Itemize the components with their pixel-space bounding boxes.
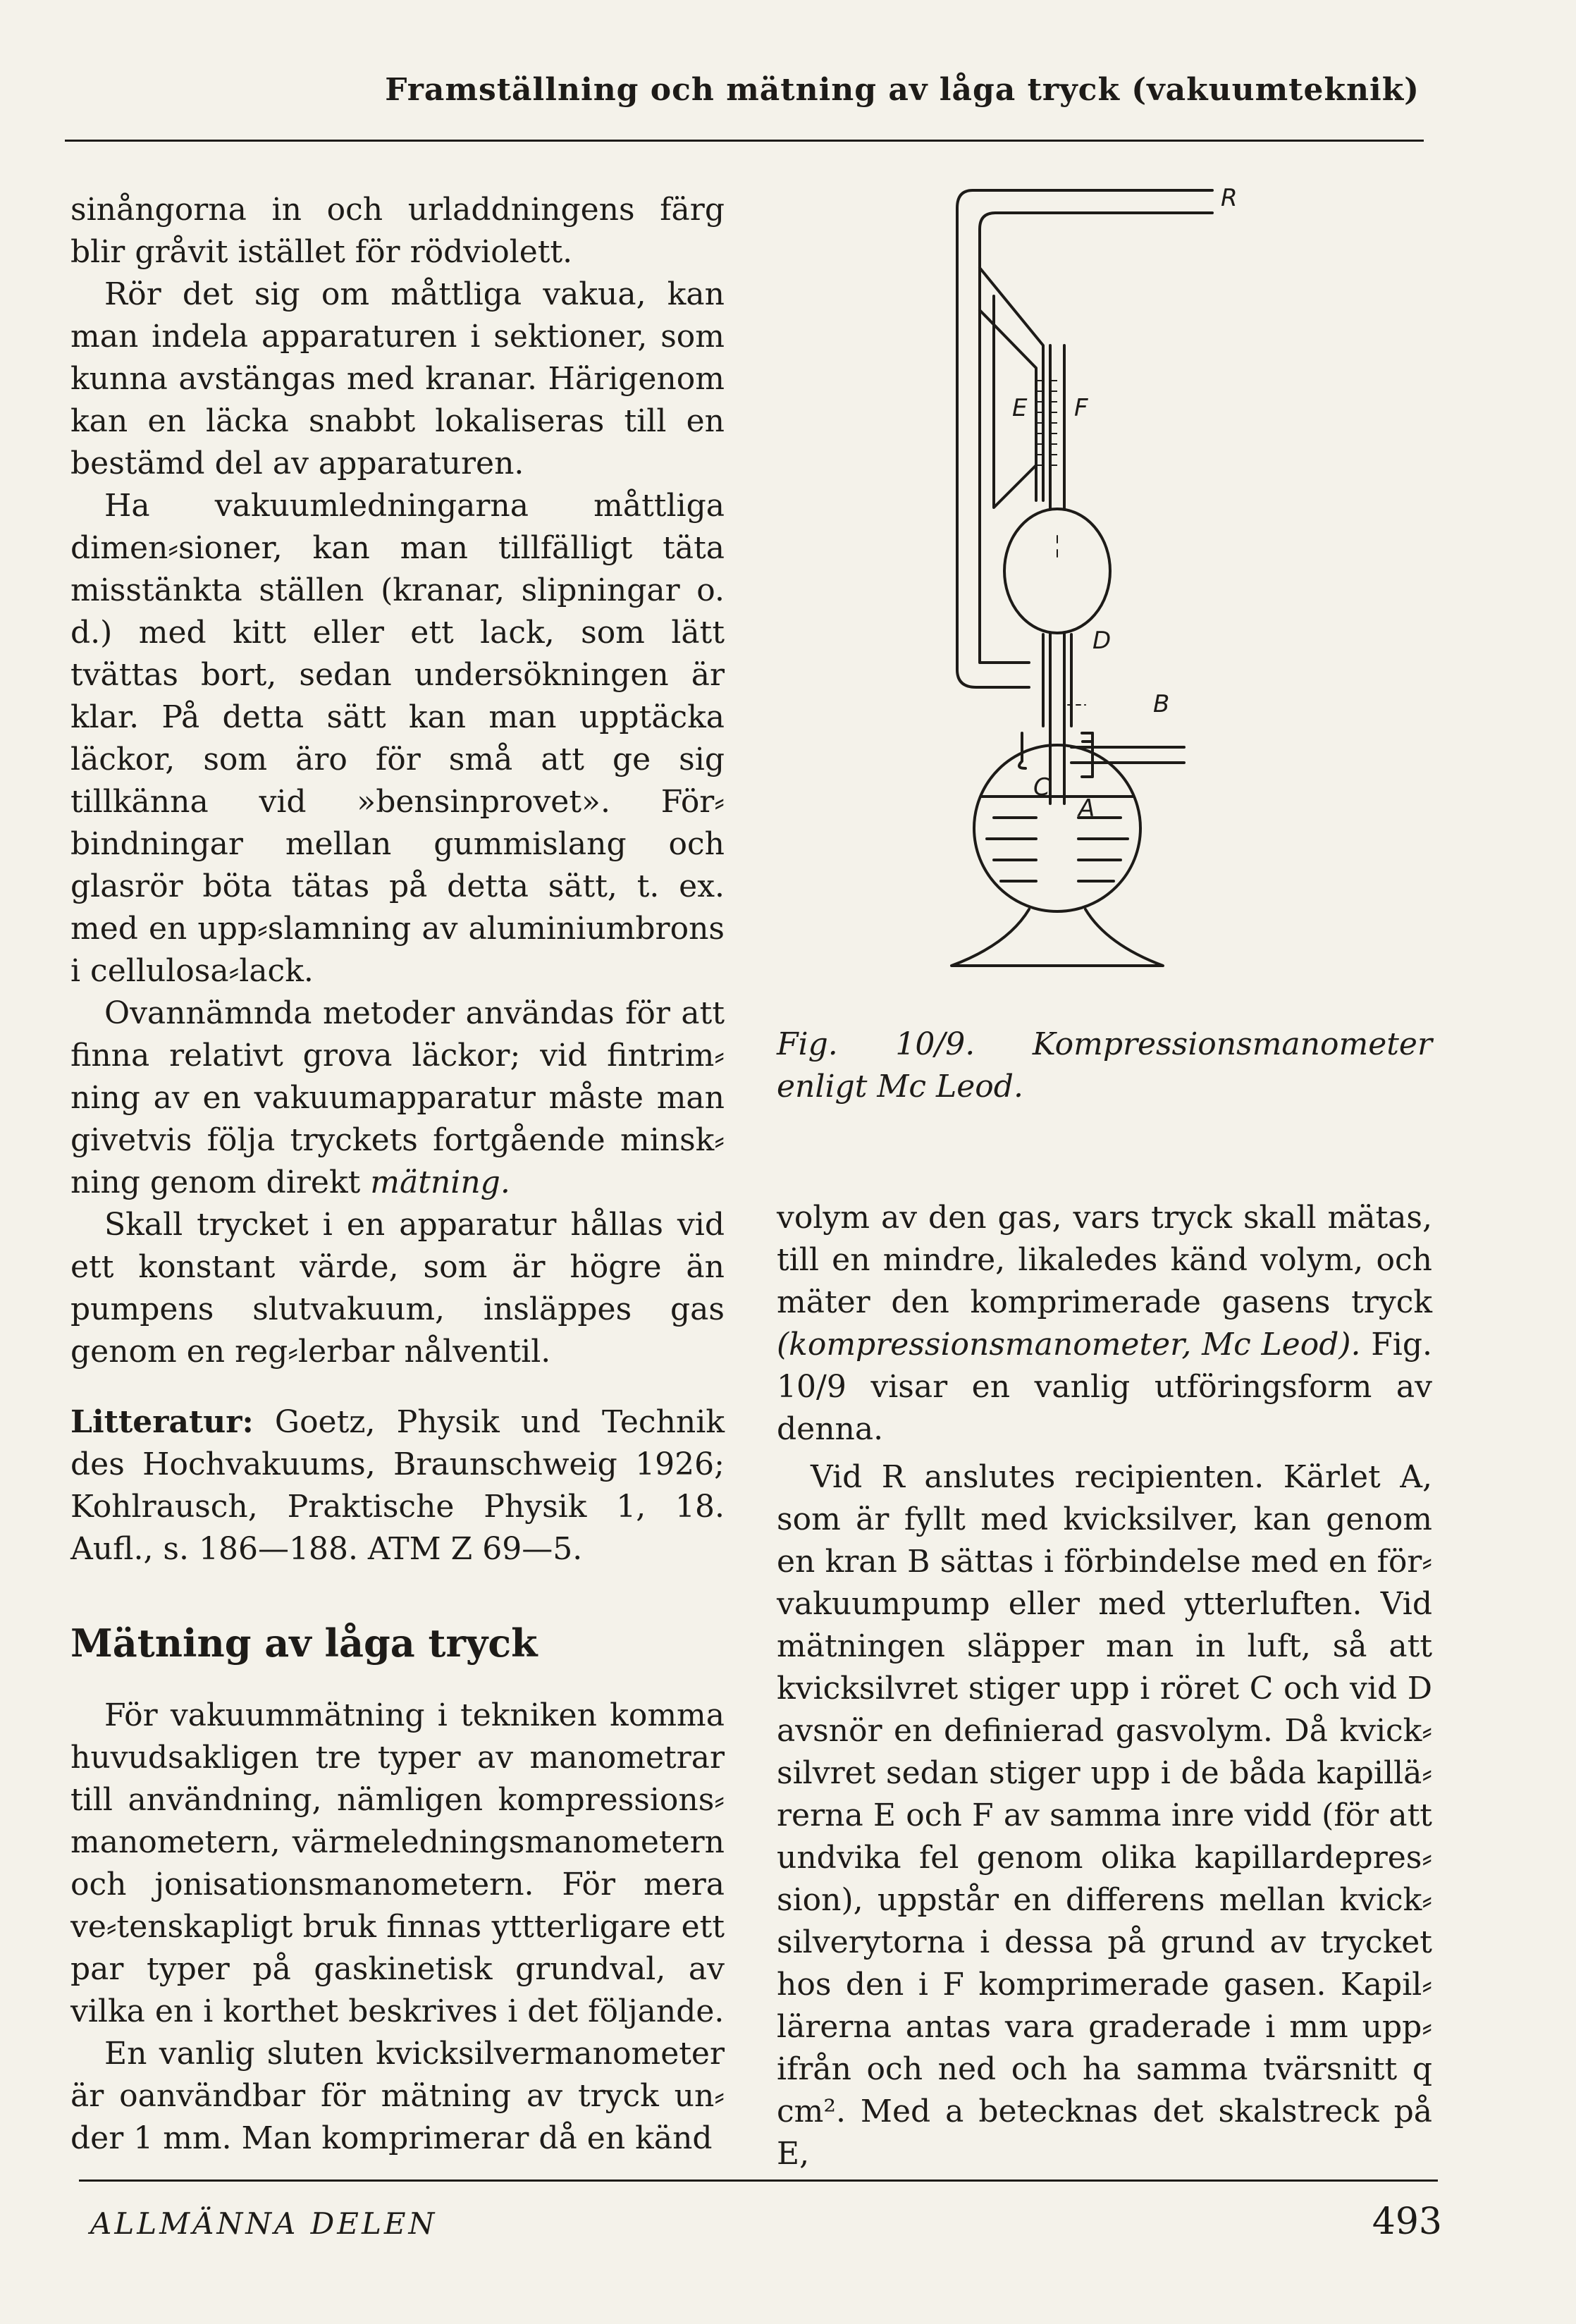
label-d: D — [1092, 627, 1112, 655]
literature-text: Goetz, Physik und Technik des Hochvakuums, Braunschweig 1926; Kohlrausch, Praktische Physik 1, 18. Aufl., s. 186—188. ATM Z 69—5. — [70, 1404, 725, 1567]
literature-label: Litteratur: — [70, 1404, 254, 1440]
paragraph-text: Ovannämnda metoder användas för att finna relativt grova läckor; vid fintrim⸗ning av en vakuumapparatur måste man givetvis följa tryckets fortgående minsk⸗ning genom direkt — [70, 995, 725, 1200]
paragraph — [70, 992, 725, 1204]
emphasis-text: mätning. — [370, 1164, 510, 1200]
figure-caption: Fig. 10/9. Kompressionsmanometer enligt Mc Leod. — [777, 1026, 1432, 1105]
running-title: Framställning och mätning av låga tryck (vakuumteknik) — [385, 72, 1420, 108]
paragraph: Skall trycket i en apparatur hållas vid ett konstant värde, som är högre än pumpens slutvakuum, insläppes gas genom en reg⸗lerbar nålventil. — [70, 1207, 725, 1370]
paragraph: För vakuummätning i tekniken komma huvudsakligen tre typer av manometrar till användning, nämligen kompressions⸗manometern, värmeledningsmanometern och jonisationsmanometern. För mera ve⸗tenskapligt bruk finnas yttterligare ett par typer på gaskinetisk grundval, av vilka en i korthet beskrives i det följande. — [70, 1697, 725, 2029]
label-f: F — [1074, 394, 1088, 422]
paragraph: sinångorna in och urladdningens färg blir gråvit istället för rödviolett. — [70, 192, 725, 270]
page-number: 493 — [1372, 2201, 1442, 2243]
label-a: A — [1078, 794, 1095, 823]
section-heading: Mätning av låga tryck — [70, 1621, 538, 1666]
emphasis-text: (kompressionsmanometer, Mc Leod). — [777, 1327, 1361, 1363]
paragraph-text: volym av den gas, vars tryck skall mätas, till en mindre, likaledes känd volym, och mäter den komprimerade gasens tryck — [777, 1200, 1432, 1320]
footer-rule — [79, 2179, 1438, 2182]
paragraph: En vanlig sluten kvicksilvermanometer är oanvändbar för mätning av tryck un⸗der 1 mm. Man komprimerar då en känd — [70, 2036, 725, 2156]
label-c: C — [1033, 773, 1050, 801]
label-r: R — [1221, 184, 1238, 212]
paragraph: Vid R anslutes recipienten. Kärlet A, som är fyllt med kvicksilver, kan genom en kran B sättas i förbindelse med en för⸗vakuumpump eller med ytterluften. Vid mätningen släpper man in luft, så att kvicksilvret stiger upp i röret C och vid D avsnör en definierad gasvolym. Då kvick⸗silvret sedan stiger upp i de båda kapillä⸗rerna E och F av samma inre vidd (för att undvika fel genom olika kapillardepres⸗sion), uppstår en differens mellan kvick⸗silverytorna i dessa på grund av trycket hos den i F komprimerade gasen. Kapil⸗lärerna antas vara graderade i mm upp⸗ifrån och ned och ha samma tvärsnitt q cm². Med a betecknas det skalstreck på E, — [777, 1459, 1432, 2172]
paragraph — [777, 1197, 1432, 1451]
label-b: B — [1153, 690, 1170, 718]
literature-reference — [70, 1401, 725, 1570]
paragraph: Ha vakuumledningarna måttliga dimen⸗sioner, kan man tillfälligt täta misstänkta ställen (kranar, slipningar o. d.) med kitt eller ett lack, som lätt tvättas bort, sedan undersökningen är klar. På detta sätt kan man upptäcka läckor, som äro för små att ge sig tillkänna vid »bensinprovet». För⸗bindningar mellan gummislang och glasrör böta tätas på detta sätt, t. ex. med en upp⸗slamning av aluminiumbrons i cellulosa⸗lack. — [70, 488, 725, 989]
paragraph-text: Fig. 10/9 visar en vanlig utföringsform av denna. — [777, 1327, 1433, 1447]
header-rule — [65, 140, 1424, 142]
left-column — [70, 189, 725, 2160]
mcleod-manometer-diagram — [916, 169, 1353, 1001]
label-e: E — [1012, 394, 1028, 422]
right-column — [777, 1197, 1432, 2175]
footer-section-name: ALLMÄNNA DELEN — [90, 2206, 438, 2241]
paragraph: Rör det sig om måttliga vakua, kan man indela apparaturen i sektioner, som kunna avstängas med kranar. Härigenom kan en läcka snabbt lokaliseras till en bestämd del av apparaturen. — [70, 276, 725, 481]
